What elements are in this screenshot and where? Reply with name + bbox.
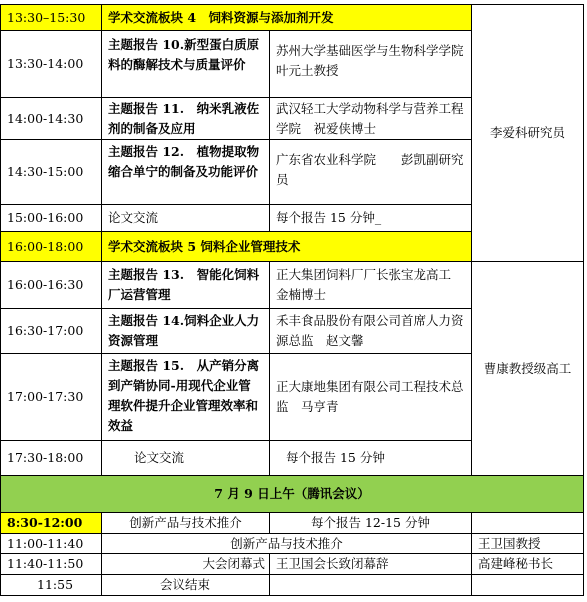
speaker-cell: 武汉轻工大学动物科学与营养工程学院 祝爱侠博士 — [270, 98, 472, 140]
topic-cell: 主题报告 13. 智能化饲料厂运营管理 — [102, 262, 270, 309]
time-cell: 11:00-11:40 — [0, 534, 102, 554]
speaker-cell: 苏州大学基础医学与生物科学学院 叶元土教授 — [270, 31, 472, 98]
time-cell: 14:30-15:00 — [0, 140, 102, 205]
time-cell: 16:30-17:00 — [0, 309, 102, 354]
topic-cell: 创新产品与技术推介 — [102, 534, 472, 554]
time-cell: 17:00-17:30 — [0, 354, 102, 441]
topic-cell: 主题报告 14.饲料企业人力资源管理 — [102, 309, 270, 354]
time-cell: 16:00-16:30 — [0, 262, 102, 309]
chair-cell: 王卫国教授 — [472, 534, 584, 554]
speaker-cell: 每个报告 12-15 分钟 — [270, 513, 472, 534]
topic-cell: 会议结束 — [102, 575, 270, 596]
chair-cell: 李爱科研究员 — [472, 4, 584, 262]
topic-cell: 大会闭幕式 — [102, 554, 270, 575]
time-cell — [0, 4, 102, 31]
time-cell: 13:30-14:00 — [0, 31, 102, 98]
speaker-cell: 广东省农业科学院 彭凯副研究员 — [270, 140, 472, 205]
chair-cell: 曹康教授级高工 — [472, 262, 584, 476]
chair-cell — [472, 513, 584, 534]
time-cell: 11:55 — [0, 575, 102, 596]
section-title-4: 学术交流板块 4 饲料资源与添加剂开发 — [102, 4, 472, 31]
section-title-5: 学术交流板块 5 饲料企业管理技术 — [102, 232, 472, 262]
topic-cell: 主题报告 11. 纳米乳液佐剂的制备及应用 — [102, 98, 270, 140]
speaker-cell: 正大集团饲料厂厂长张宝龙高工 金楠博士 — [270, 262, 472, 309]
topic-cell: 主题报告 10.新型蛋白质原料的酶解技术与质量评价 — [102, 31, 270, 98]
day-header: 7 月 9 日上午（腾讯会议） — [0, 476, 584, 513]
chair-cell — [472, 575, 584, 596]
time-cell: 17:30-18:00 — [0, 441, 102, 476]
speaker-cell: 每个报告 15 分钟 — [270, 441, 472, 476]
topic-cell: 主题报告 12. 植物提取物缩合单宁的制备及功能评价 — [102, 140, 270, 205]
speaker-cell: 禾丰食品股份有限公司首席人力资源总监 赵文馨 — [270, 309, 472, 354]
speaker-cell — [270, 575, 472, 596]
speaker-cell: 每个报告 15 分钟_ — [270, 205, 472, 232]
time-text: 13:30–15:30 — [7, 9, 86, 25]
time-cell: 14:00-14:30 — [0, 98, 102, 140]
chair-cell: 高建峰秘书长 — [472, 554, 584, 575]
topic-cell: 主题报告 15. 从产销分离到产销协同-用现代企业管理软件提升企业管理效率和效益 — [102, 354, 270, 441]
topic-cell: 论文交流 — [102, 441, 270, 476]
time-cell: 15:00-16:00 — [0, 205, 102, 232]
time-cell: 8:30-12:00 — [0, 513, 102, 534]
time-cell: 16:00-18:00 — [0, 232, 102, 262]
time-cell: 11:40-11:50 — [0, 554, 102, 575]
topic-cell: 论文交流 — [102, 205, 270, 232]
speaker-cell: 王卫国会长致闭幕辞 — [270, 554, 472, 575]
topic-cell: 创新产品与技术推介 — [102, 513, 270, 534]
speaker-cell: 正大康地集团有限公司工程技术总监 马亨青 — [270, 354, 472, 441]
